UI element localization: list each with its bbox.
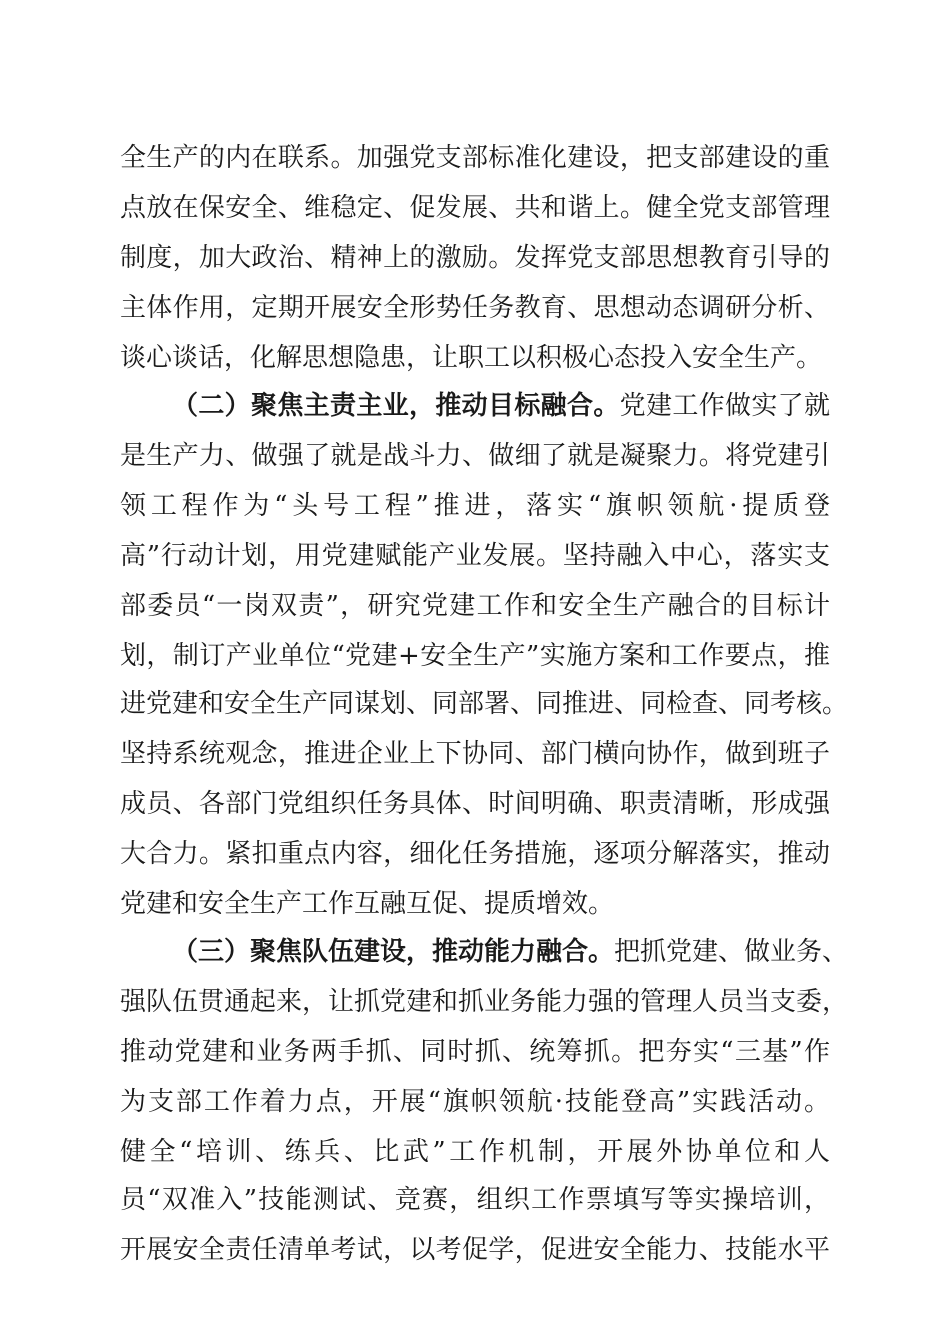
text-line: 成员、各部门党组织任务具体、时间明确、职责清晰，形成强 [120,789,830,819]
section-heading: （三）聚焦队伍建设，推动能力融合。 [172,937,615,967]
text-line: 大合力。紧扣重点内容，细化任务措施，逐项分解落实，推动 [120,839,830,869]
paragraph-first-line [120,386,830,426]
text-line: 健全“培训、练兵、比武”工作机制，开展外协单位和人 [120,1137,830,1167]
text-line: 高”行动计划，用党建赋能产业发展。坚持融入中心，落实支 [120,541,830,571]
text-line: 制度，加大政治、精神上的激励。发挥党支部思想教育引导的 [120,243,830,273]
text-line: 为支部工作着力点，开展“旗帜领航·技能登高”实践活动。 [120,1087,830,1117]
text-line: 谈心谈话，化解思想隐患，让职工以积极心态投入安全生产。 [120,343,823,373]
text-line: 党建和安全生产工作互融互促、提质增效。 [120,889,615,919]
section-heading: （二）聚焦主责主业，推动目标融合。 [172,391,620,421]
text-line: 主体作用，定期开展安全形势任务教育、思想动态调研分析、 [120,293,830,323]
text-line: 员“双准入”技能测试、竞赛，组织工作票填写等实操培训， [120,1185,830,1215]
text-line: 领工程作为“头号工程”推进，落实“旗帜领航·提质登 [120,491,830,521]
text-line: 划，制订产业单位“党建+安全生产”实施方案和工作要点，推 [120,641,830,671]
text-line: 点放在保安全、维稳定、促发展、共和谐上。健全党支部管理 [120,193,830,223]
text-line: 强队伍贯通起来，让抓党建和抓业务能力强的管理人员当支委， [120,987,849,1017]
text-line: 是生产力、做强了就是战斗力、做细了就是凝聚力。将党建引 [120,441,830,471]
text-span: 把抓党建、做业务、 [614,937,849,967]
text-line: 进党建和安全生产同谋划、同部署、同推进、同检查、同考核。 [120,689,849,719]
text-line: 坚持系统观念，推进企业上下协同、部门横向协作，做到班子 [120,739,830,769]
paragraph-first-line [120,932,849,972]
text-span: 党建工作做实了就 [619,391,830,421]
text-line: 推动党建和业务两手抓、同时抓、统筹抓。把夯实“三基”作 [120,1037,830,1067]
text-line: 部委员“一岗双责”，研究党建工作和安全生产融合的目标计 [120,591,830,621]
text-line: 开展安全责任清单考试，以考促学，促进安全能力、技能水平 [120,1235,830,1265]
text-line: 全生产的内在联系。加强党支部标准化建设，把支部建设的重 [120,143,830,173]
